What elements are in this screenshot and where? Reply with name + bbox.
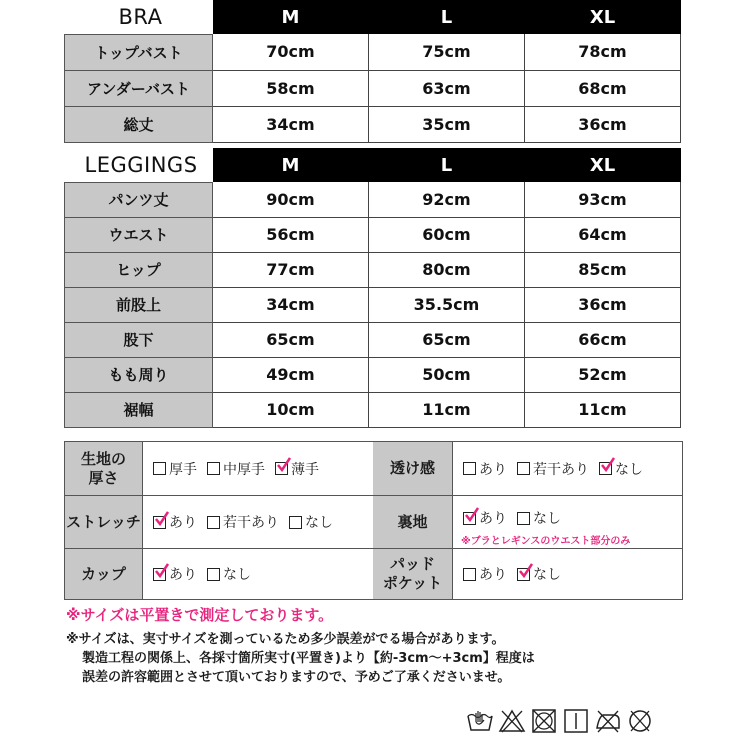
checkbox-checked-icon[interactable] [599, 462, 612, 475]
cell-value: 80cm [369, 252, 525, 287]
row-label: もも周り [65, 357, 213, 392]
option-no[interactable]: なし [289, 512, 333, 532]
stretch-options [143, 496, 373, 548]
bra-size-m: M [213, 0, 369, 34]
table-row [65, 182, 681, 217]
cell-value: 35cm [369, 106, 525, 142]
cell-value: 36cm [525, 287, 681, 322]
cell-value: 63cm [369, 70, 525, 106]
row-label: 総丈 [65, 106, 213, 142]
cell-value: 50cm [369, 357, 525, 392]
cell-value: 64cm [525, 217, 681, 252]
option-no[interactable]: なし [517, 508, 561, 528]
cell-value: 93cm [525, 182, 681, 217]
cell-value: 34cm [213, 287, 369, 322]
option-no[interactable]: なし [599, 459, 643, 479]
table-row [65, 322, 681, 357]
checkbox-checked-icon[interactable] [517, 568, 530, 581]
cell-value: 11cm [369, 392, 525, 427]
lining-note: ※ブラとレギンスのウエスト部分のみ [461, 536, 631, 547]
cell-value: 49cm [213, 357, 369, 392]
cell-value: 66cm [525, 322, 681, 357]
cell-value: 35.5cm [369, 287, 525, 322]
leggings-size-xl: XL [525, 148, 681, 182]
leggings-size-m: M [213, 148, 369, 182]
cell-value: 85cm [525, 252, 681, 287]
checkbox-icon[interactable] [207, 568, 220, 581]
table-row [65, 287, 681, 322]
cell-value: 10cm [213, 392, 369, 427]
option-thick[interactable]: 厚手 [153, 459, 197, 479]
cell-value: 77cm [213, 252, 369, 287]
row-label: ウエスト [65, 217, 213, 252]
option-yes[interactable]: あり [153, 564, 197, 584]
cell-value: 68cm [525, 70, 681, 106]
table-row [65, 252, 681, 287]
cup-label: カップ [65, 549, 143, 599]
thickness-label: 生地の 厚さ [65, 442, 143, 495]
cell-value: 65cm [369, 322, 525, 357]
tolerance-notice: ※サイズは、実寸サイズを測っているため多少誤差がでる場合があります。 製造工程の関係上、各採寸箇所実寸(平置き)より【約-3cm～+3cm】程度は 誤差の許容範囲とさせて頂いておりますので、予めご了承くださいませ。 [66, 632, 535, 685]
table-row [65, 392, 681, 427]
cell-value: 70cm [213, 34, 369, 70]
table-row [65, 357, 681, 392]
row-label: ヒップ [65, 252, 213, 287]
checkbox-checked-icon[interactable] [463, 512, 476, 525]
row-label: 股下 [65, 322, 213, 357]
fabric-properties [64, 441, 683, 600]
option-yes[interactable]: あり [463, 459, 507, 479]
cell-value: 75cm [369, 34, 525, 70]
row-label: 裾幅 [65, 392, 213, 427]
care-label-icons [466, 708, 654, 734]
cell-value: 11cm [525, 392, 681, 427]
pad-pocket-label: パッド ポケット [373, 549, 453, 599]
option-medium-thick[interactable]: 中厚手 [207, 459, 265, 479]
cell-value: 36cm [525, 106, 681, 142]
cell-value: 92cm [369, 182, 525, 217]
measurement-notice: ※サイズは平置きで測定しております。 [66, 606, 334, 624]
cell-value: 60cm [369, 217, 525, 252]
checkbox-icon[interactable] [153, 462, 166, 475]
bra-size-xl: XL [525, 0, 681, 34]
thickness-options [143, 442, 373, 495]
option-thin[interactable]: 薄手 [275, 459, 319, 479]
checkbox-icon[interactable] [517, 462, 530, 475]
no-dry-clean-icon [626, 708, 654, 734]
bra-title: BRA [65, 0, 213, 34]
table-row [65, 70, 681, 106]
no-tumble-dry-icon [530, 708, 558, 734]
checkbox-icon[interactable] [463, 568, 476, 581]
cell-value: 65cm [213, 322, 369, 357]
cell-value: 34cm [213, 106, 369, 142]
sheerness-label: 透け感 [373, 442, 453, 495]
bra-size-l: L [369, 0, 525, 34]
leggings-size-l: L [369, 148, 525, 182]
row-label: トップバスト [65, 34, 213, 70]
sheerness-options [453, 442, 682, 495]
checkbox-icon[interactable] [207, 516, 220, 529]
cup-options [143, 549, 373, 599]
option-no[interactable]: なし [517, 564, 561, 584]
option-no[interactable]: なし [207, 564, 251, 584]
table-row [65, 217, 681, 252]
row-label: パンツ丈 [65, 182, 213, 217]
no-bleach-icon [498, 708, 526, 734]
leggings-title: LEGGINGS [65, 148, 213, 182]
row-label: アンダーバスト [65, 70, 213, 106]
stretch-label: ストレッチ [65, 496, 143, 548]
line-dry-icon [562, 708, 590, 734]
option-yes[interactable]: あり [463, 508, 507, 528]
option-yes[interactable]: あり [153, 512, 197, 532]
option-yes[interactable]: あり [463, 564, 507, 584]
cell-value: 90cm [213, 182, 369, 217]
cell-value: 56cm [213, 217, 369, 252]
table-row [65, 106, 681, 142]
cell-value: 58cm [213, 70, 369, 106]
bra-size-table [64, 0, 681, 143]
row-label: 前股上 [65, 287, 213, 322]
cell-value: 78cm [525, 34, 681, 70]
checkbox-checked-icon[interactable] [153, 516, 166, 529]
checkbox-checked-icon[interactable] [275, 462, 288, 475]
checkbox-icon[interactable] [517, 512, 530, 525]
hand-wash-icon [466, 708, 494, 734]
checkbox-icon[interactable] [463, 462, 476, 475]
leggings-size-table [64, 148, 681, 428]
option-slightly[interactable]: 若干あり [207, 512, 279, 532]
no-iron-icon [594, 708, 622, 734]
table-row [65, 34, 681, 70]
checkbox-icon[interactable] [207, 462, 220, 475]
checkbox-checked-icon[interactable] [153, 568, 166, 581]
cell-value: 52cm [525, 357, 681, 392]
checkbox-icon[interactable] [289, 516, 302, 529]
pad-pocket-options [453, 549, 682, 599]
option-slightly[interactable]: 若干あり [517, 459, 589, 479]
lining-label: 裏地 [373, 496, 453, 548]
